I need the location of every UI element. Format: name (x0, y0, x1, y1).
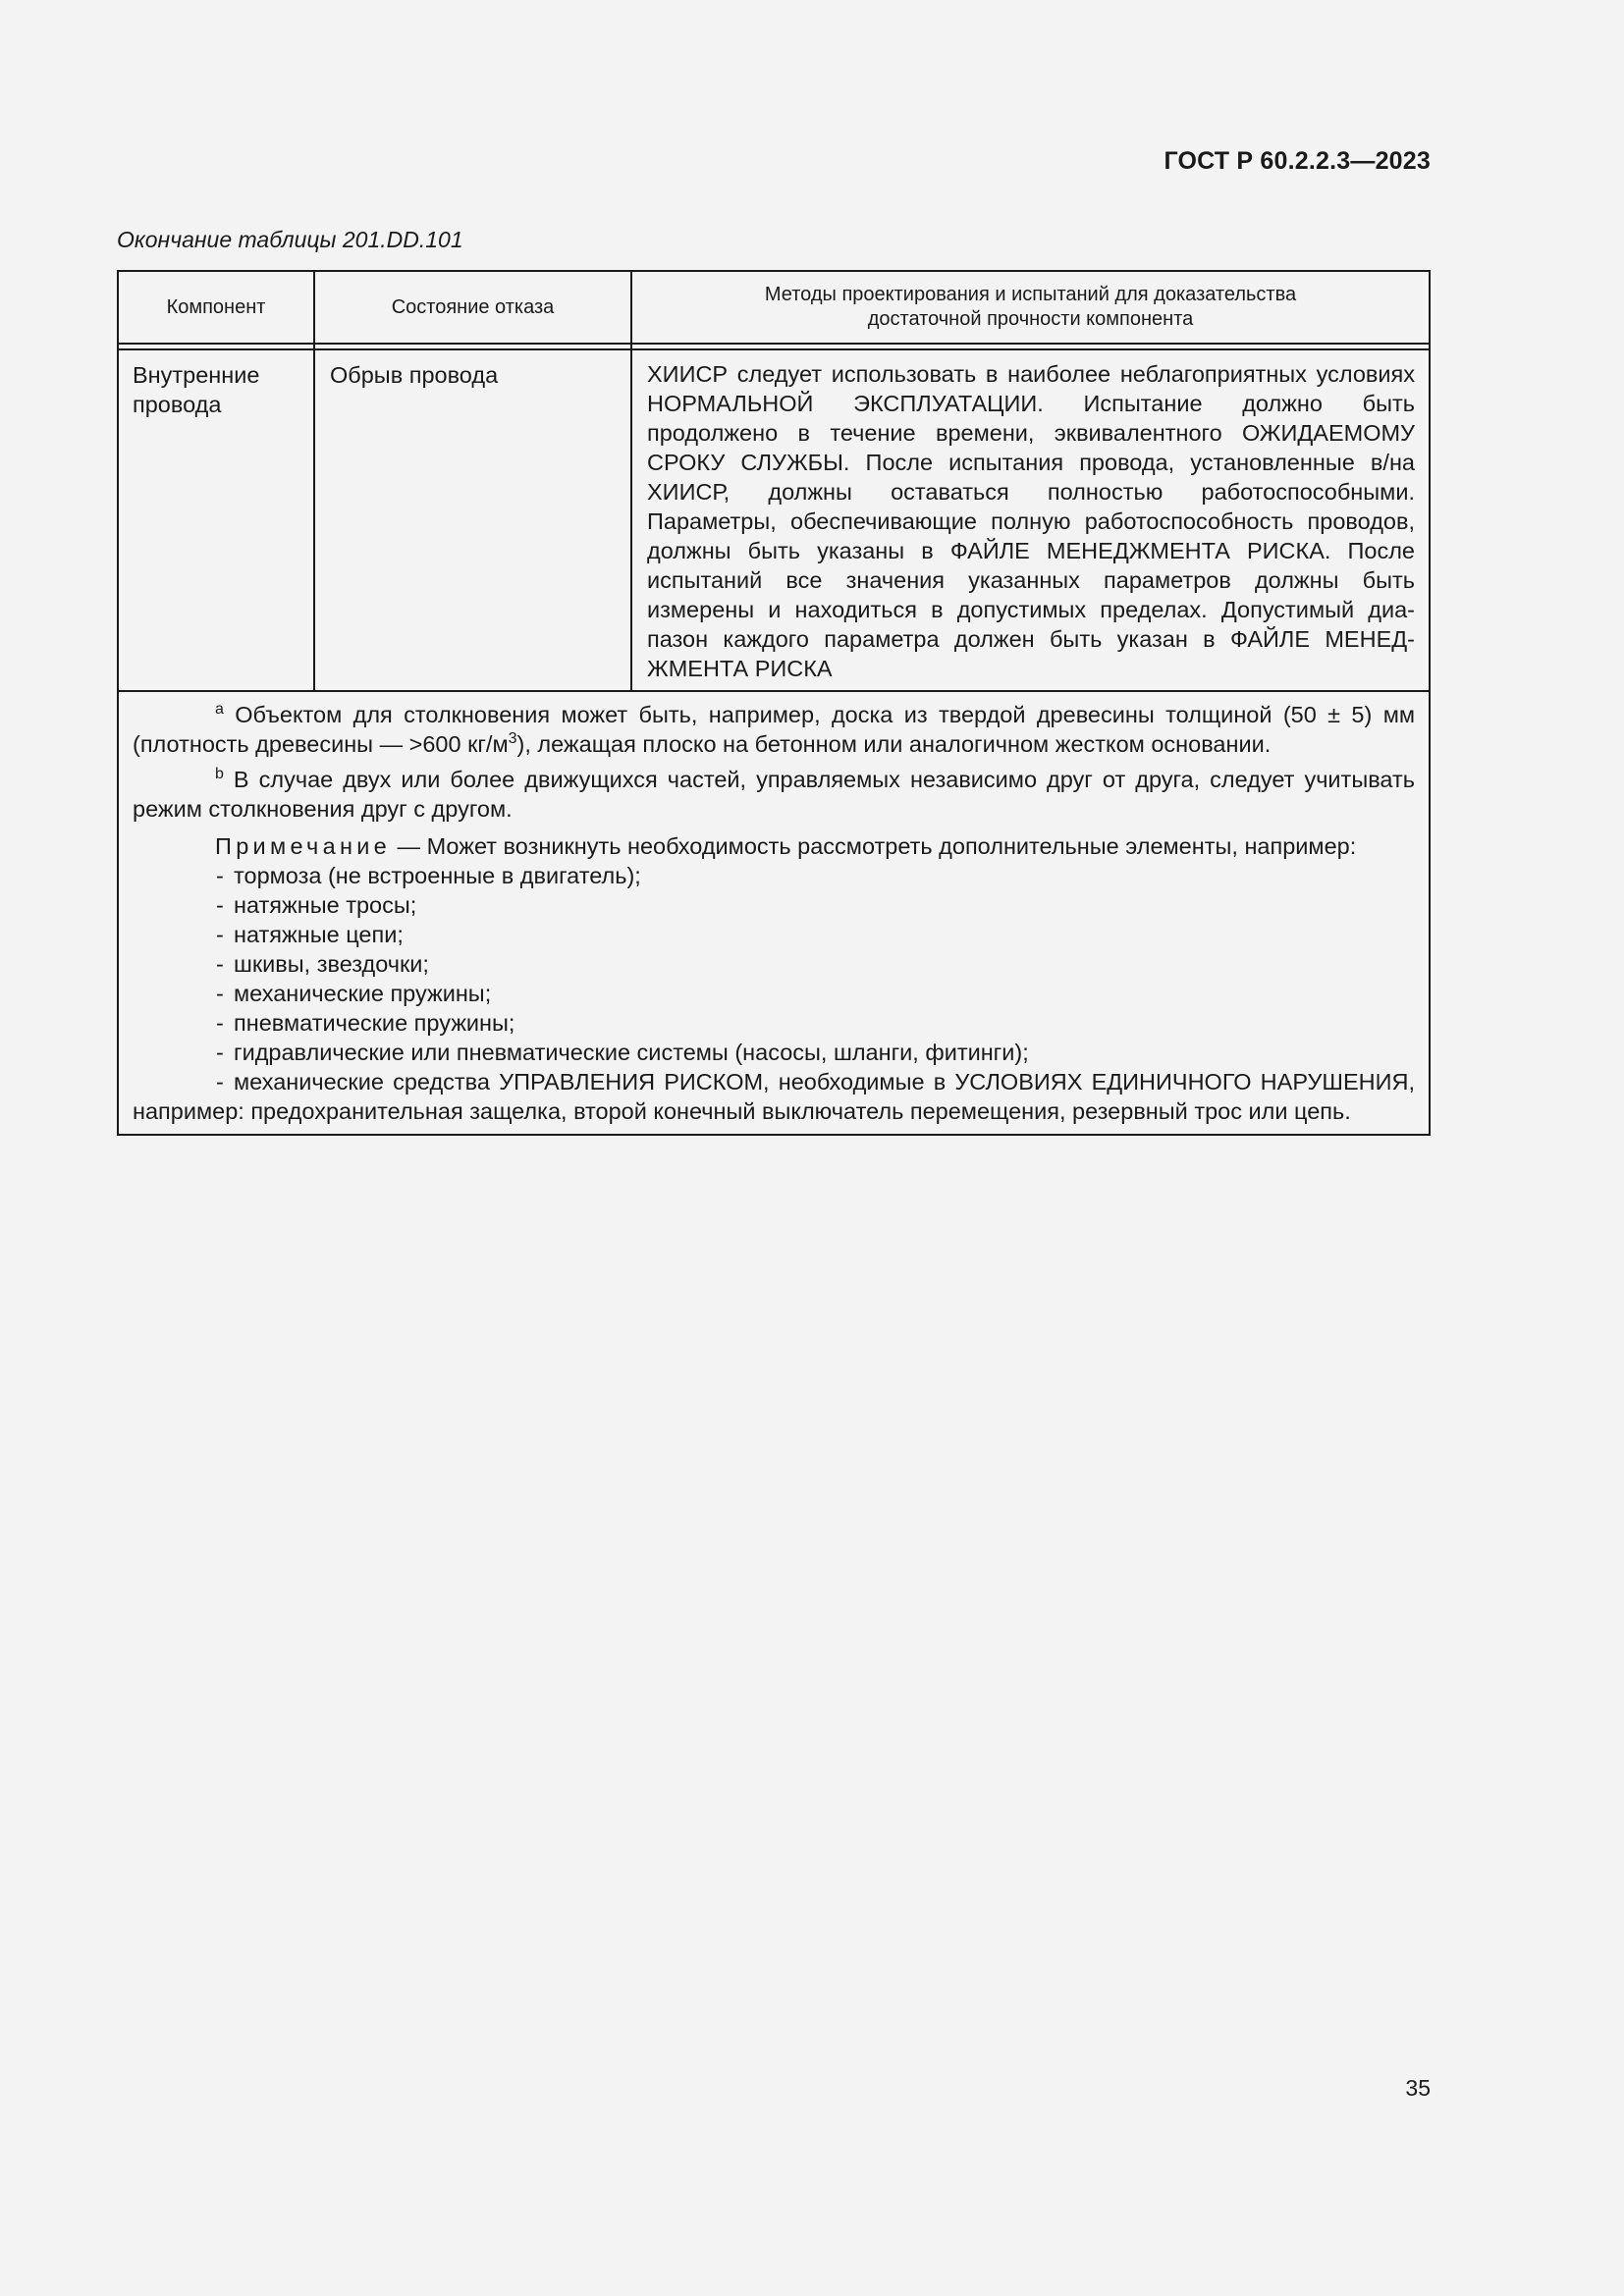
footnote-text: ), лежащая плоско на бетонном или аналогичном жестком основании. (516, 731, 1272, 757)
table (117, 270, 1431, 1136)
dash-marker: - (216, 981, 224, 1006)
dash-marker: - (216, 1069, 224, 1095)
cell-failure: Обрыв провода (315, 350, 632, 690)
cell-component (119, 350, 315, 690)
component-text: провода (133, 392, 222, 417)
list-item (133, 979, 1415, 1008)
footnote-b (133, 765, 1415, 824)
rule-cell (119, 345, 315, 348)
list-item-text: тормоза (не встроенные в двигатель); (234, 863, 641, 888)
note-list (133, 861, 1415, 1067)
column-header-label: Методы проектирования и испытаний для доказательства достаточной прочности компонента (764, 284, 1297, 330)
list-item (133, 920, 1415, 949)
list-item-last (133, 1067, 1415, 1126)
column-header-label: Компонент (166, 295, 266, 318)
dash-marker: - (216, 1010, 224, 1036)
list-item-text: шкивы, звездочки; (234, 951, 429, 977)
list-item (133, 890, 1415, 920)
footnote-text: В случае двух или более движущихся частей, управляемых независимо друг от друга, следует учитывать режим столкновения друг с другом. (133, 767, 1415, 822)
list-item-text: механические средства УПРАВЛЕНИЯ РИСКОМ, необходимые в УСЛОВИЯХ ЕДИНИЧНОГО НАРУШЕНИЯ, например: предохранительная защелка, второй конечный выключатель перемещения, резервный трос или цепь. (133, 1069, 1415, 1124)
footnote-text: Объектом для столкновения может быть, например, доска из твердой древесины толщиной (50 ± 5) мм (плотность древесины — >600 кг/м (133, 702, 1416, 757)
list-item-text: механические пружины; (234, 981, 492, 1006)
rule-cell (632, 345, 1429, 348)
list-item-text: натяжные тросы; (234, 892, 417, 918)
page-number: 35 (1405, 2075, 1431, 2101)
dash-marker: - (216, 951, 224, 977)
table-notes (119, 692, 1429, 1134)
list-item (133, 861, 1415, 890)
note-label: Примечание (215, 833, 392, 859)
list-item (133, 1008, 1415, 1038)
dash-marker: - (216, 892, 224, 918)
component-text: Внутренние (133, 362, 260, 388)
footnote-mark: a (215, 701, 224, 719)
note-paragraph (133, 831, 1415, 861)
footnote-mark: b (215, 766, 224, 783)
table-caption: Окончание таблицы 201.DD.101 (117, 227, 463, 252)
table-row (119, 350, 1429, 692)
list-item-text: пневматические пружины; (234, 1010, 515, 1036)
footnote-a (133, 700, 1415, 759)
column-header-component (119, 272, 315, 343)
list-item-text: натяжные цепи; (234, 922, 404, 947)
table-header-row (119, 272, 1429, 345)
column-header-label: Состояние отказа (391, 295, 555, 318)
rule-cell (315, 345, 632, 348)
column-header-methods (632, 272, 1429, 343)
cell-method: ХИИСР следует использовать в наиболее неблагоприятных условиях НОРМАЛЬНОЙ ЭКСПЛУАТАЦИИ. Испытание должно быть продолжено в течение времени, эквивалентного ОЖИДАЕМОМУ СРОКУ СЛУЖБЫ. После испытания провода, установленные в/на ХИИСР, должны оставаться полностью работоспособными. Параметры, обеспечивающие полную работоспособность проводов, должны быть указаны в ФАЙЛЕ МЕНЕДЖМЕНТА РИСКА. После испытаний все значения указанных параметров должны быть измерены и находиться в допустимых пределах. Допустимый диапазон каждого параметра должен быть указан в ФАЙЛЕ МЕНЕДЖМЕНТА РИСКА (647, 361, 1415, 681)
dash-marker: - (216, 922, 224, 947)
list-item-text: гидравлические или пневматические системы (насосы, шланги, фитинги); (234, 1040, 1029, 1065)
column-header-failure (315, 272, 632, 343)
document-standard-header: ГОСТ Р 60.2.2.3—2023 (1164, 147, 1431, 175)
list-item (133, 1038, 1415, 1067)
note-text: — Может возникнуть необходимость рассмотреть дополнительные элементы, например: (391, 833, 1357, 859)
superscript: 3 (508, 730, 517, 748)
dash-marker: - (216, 863, 224, 888)
list-item (133, 949, 1415, 979)
dash-marker: - (216, 1040, 224, 1065)
